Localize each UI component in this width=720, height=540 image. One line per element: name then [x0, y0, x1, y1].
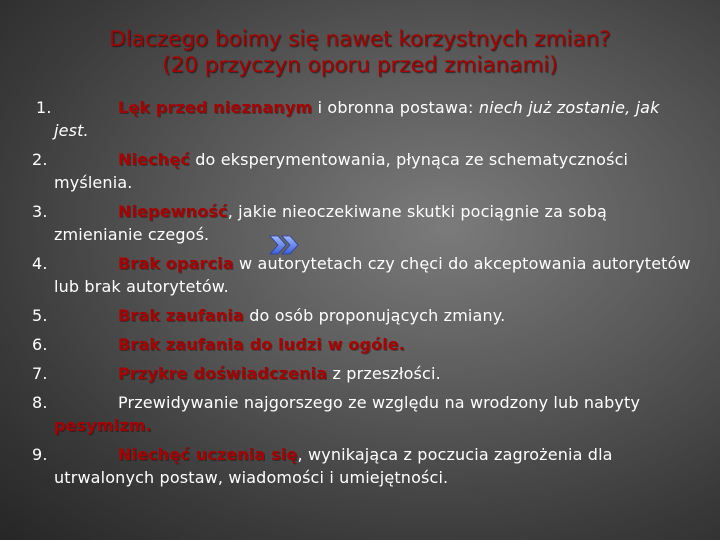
- list-item: [28, 443, 696, 489]
- item-emphasis: Brak zaufania do ludzi w ogóle.: [118, 335, 406, 354]
- item-text: z przeszłości.: [327, 364, 441, 383]
- item-emphasis: Niechęć: [118, 150, 190, 169]
- list-item: [28, 148, 696, 194]
- list-item: [28, 333, 696, 356]
- item-text: , wynikająca z poczucia zagrożenia dla utrwalonych postaw, wiadomości i umiejętności.: [54, 445, 613, 487]
- item-emphasis: Brak oparcia: [118, 254, 234, 273]
- item-emphasis: Niechęć uczenia się: [118, 445, 298, 464]
- item-text: do eksperymentowania, płynąca ze schematyczności myślenia.: [54, 150, 629, 192]
- item-text: do osób proponujących zmiany.: [243, 306, 506, 325]
- slide-title: [0, 27, 720, 79]
- item-number: 2.: [32, 150, 48, 169]
- title-line-1: Dlaczego boimy się nawet korzystnych zmian?: [109, 27, 611, 52]
- item-number: 5.: [32, 306, 48, 325]
- list-item: [28, 252, 696, 298]
- reasons-list: [28, 96, 696, 495]
- double-chevron-right-icon[interactable]: [268, 234, 302, 256]
- item-number: 3.: [32, 202, 48, 221]
- item-emphasis: Przykre doświadczenia: [118, 364, 328, 383]
- item-emphasis: Brak zaufania: [118, 306, 244, 325]
- list-item: [28, 304, 696, 327]
- title-line-2: (20 przyczyn oporu przed zmianami): [162, 53, 558, 78]
- item-emphasis: Lęk przed nieznanym: [118, 98, 313, 117]
- item-italic: niech już zostanie, jak jest.: [54, 98, 660, 140]
- item-emphasis: Niepewność: [118, 202, 228, 221]
- list-item: [28, 362, 696, 385]
- item-number: 8.: [32, 393, 48, 412]
- item-number: 7.: [32, 364, 48, 383]
- item-number: 4.: [32, 254, 48, 273]
- item-text: , jakie nieoczekiwane skutki pociągnie za sobą zmienianie czegoś.: [54, 202, 607, 244]
- list-item: [28, 96, 696, 142]
- item-text: w autorytetach czy chęci do akceptowania autorytetów lub brak autorytetów.: [54, 254, 691, 296]
- item-text: i obronna postawa:: [312, 98, 479, 117]
- list-item: [28, 200, 696, 246]
- item-number: 9.: [32, 445, 48, 464]
- item-number: 6.: [32, 335, 48, 354]
- list-item: [28, 391, 696, 437]
- item-number: 1.: [36, 98, 52, 117]
- item-emphasis: pesymizm.: [54, 416, 152, 435]
- item-text: Przewidywanie najgorszego ze względu na wrodzony lub nabyty: [118, 393, 641, 412]
